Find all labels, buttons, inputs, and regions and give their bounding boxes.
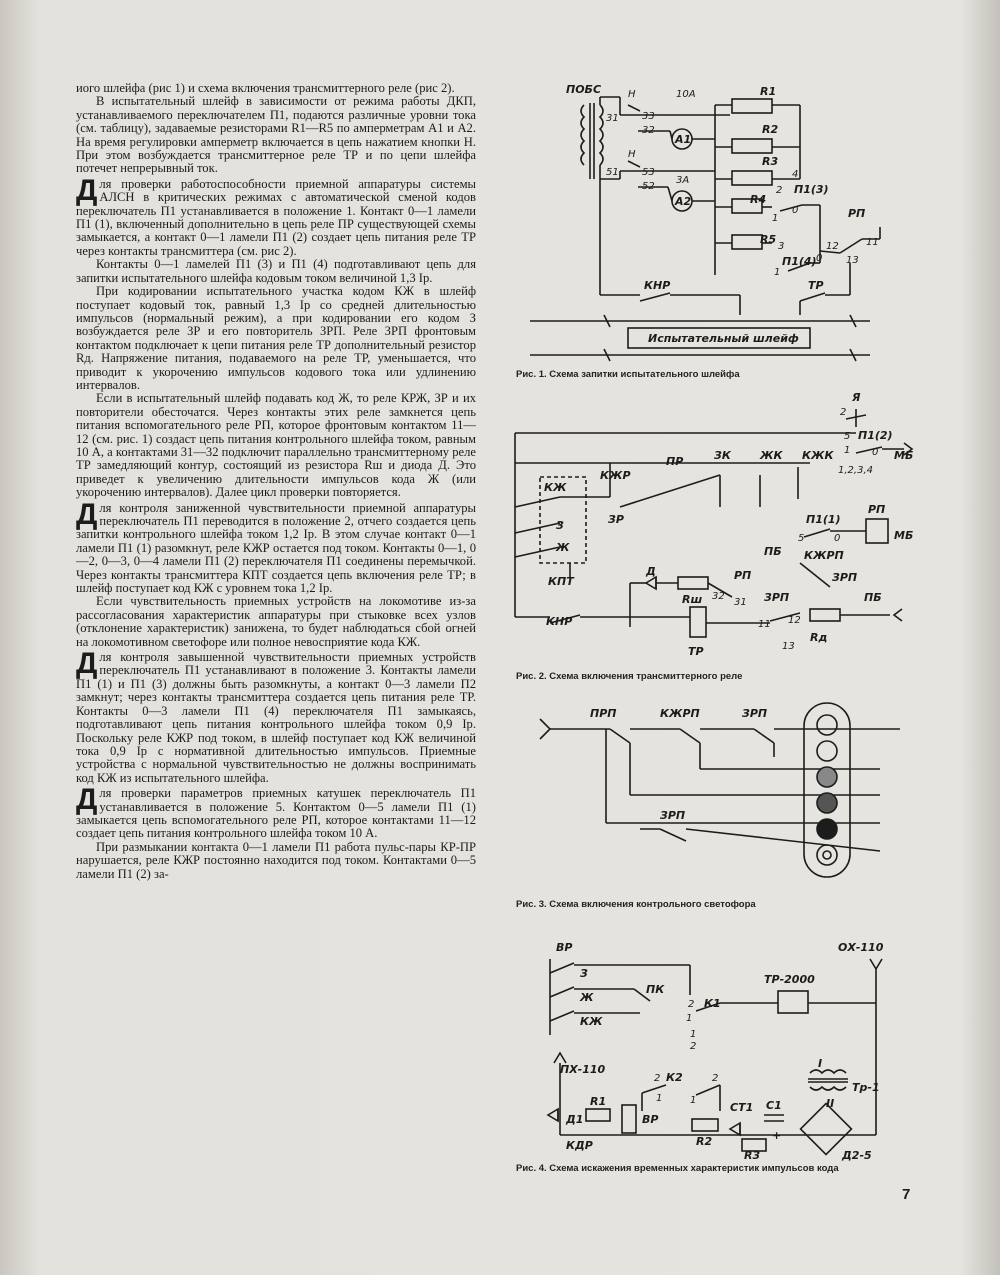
svg-text:ПК: ПК (646, 983, 665, 996)
svg-text:ЗРП: ЗРП (832, 571, 858, 584)
svg-text:КНР: КНР (546, 615, 573, 628)
svg-text:ЖК: ЖК (760, 449, 783, 462)
page-number: 7 (902, 1186, 911, 1203)
svg-text:СТ1: СТ1 (730, 1101, 754, 1114)
svg-text:К1: К1 (704, 997, 721, 1010)
svg-text:1: 1 (772, 213, 779, 224)
svg-text:КПТ: КПТ (548, 575, 574, 588)
svg-text:КЖ: КЖ (544, 481, 567, 494)
svg-text:1: 1 (686, 1013, 693, 1024)
svg-text:МБ: МБ (894, 529, 914, 542)
svg-text:Ж: Ж (580, 991, 594, 1004)
svg-text:1: 1 (844, 445, 851, 456)
svg-text:ПР: ПР (666, 455, 684, 468)
figure-4-caption: Рис. 4. Схема искажения временных характеристик импульсов кода (516, 1163, 839, 1174)
article-text-column (76, 82, 476, 881)
svg-text:10А: 10А (676, 89, 696, 100)
svg-text:ПХ-110: ПХ-110 (560, 1063, 606, 1076)
figure-4 (510, 925, 930, 1174)
svg-text:R2: R2 (762, 123, 779, 136)
paragraph: Для проверки работоспособности приемной аппаратуры системы АЛСН в критических режимах с автоматической сменой кодов переключатель П1 устанавливается в положение 1. Контакт 0—1 ламели П1 (1), включенный дополнительно в цепь реле ПР существующей схемы замыкается, а контакт 0—1 ламели П1 (2) создает цепь питания реле ТР через контакты трансмиттера (см. рис 2). (76, 173, 476, 258)
figure-3 (510, 695, 930, 910)
svg-text:МБ: МБ (894, 449, 914, 462)
figure-1-caption: Рис. 1. Схема запитки испытательного шлейфа (516, 369, 740, 380)
svg-text:R1: R1 (590, 1095, 607, 1108)
svg-text:0: 0 (834, 533, 841, 544)
svg-text:5: 5 (844, 431, 851, 442)
svg-text:Н: Н (628, 149, 636, 160)
svg-text:R2: R2 (696, 1135, 713, 1148)
paragraph: Если чувствительность приемных устройств на локомотиве из-за рассогласования характеристик аппаратуры при стыковке всех узлов (отклонение характеристик) занижена, то будет наблюдаться сбой огней на локомотивном светофоре или полное невосприятие кода КЖ. (76, 594, 476, 649)
svg-text:ПБ: ПБ (864, 591, 882, 604)
svg-text:ЗРП: ЗРП (764, 591, 790, 604)
svg-text:12: 12 (826, 241, 839, 252)
drop-cap: Д (76, 783, 98, 817)
svg-text:РП: РП (848, 207, 866, 220)
svg-text:КЖК: КЖК (802, 449, 834, 462)
svg-text:R1: R1 (760, 85, 777, 98)
svg-text:1: 1 (690, 1095, 697, 1106)
svg-text:З: З (580, 967, 588, 980)
paragraph: При кодировании испытательного участка кодом КЖ в шлейф поступает кодовый ток, равный 1,3 Iр со средней длительностью импульсов (нормальный режим), а при кодировании его кодом З возбуждается реле ЗР и его повторитель ЗРП. Реле ЗРП фронтовым контактом подключает к цепи питания реле ТР дополнительный резистор Rд. Напряжение питания, подаваемого на реле ТР, уменьшается, что приводит к укорочению импульсов кодового тока или удлинению интервалов. (76, 284, 476, 392)
svg-text:З: З (556, 519, 564, 532)
svg-text:ЗРП: ЗРП (660, 809, 686, 822)
svg-text:А2: А2 (675, 195, 692, 208)
svg-text:12: 12 (788, 615, 801, 626)
svg-text:ТР: ТР (808, 279, 824, 292)
svg-text:11: 11 (866, 237, 879, 248)
svg-text:5: 5 (798, 533, 805, 544)
svg-text:2: 2 (654, 1073, 661, 1084)
svg-text:ЗРП: ЗРП (742, 707, 768, 720)
svg-text:31: 31 (606, 113, 619, 124)
svg-text:2: 2 (712, 1073, 719, 1084)
svg-text:ПРП: ПРП (590, 707, 617, 720)
svg-text:0: 0 (792, 205, 799, 216)
svg-text:1,2,3,4: 1,2,3,4 (838, 465, 873, 476)
svg-text:13: 13 (846, 255, 859, 266)
svg-text:Д2-5: Д2-5 (842, 1149, 872, 1161)
svg-text:Н: Н (628, 89, 636, 100)
svg-text:П1(1): П1(1) (806, 513, 841, 526)
svg-text:+: + (772, 1129, 782, 1142)
svg-text:53: 53 (642, 167, 655, 178)
svg-text:31: 31 (734, 597, 747, 608)
svg-text:КДР: КДР (566, 1139, 593, 1152)
svg-text:Д: Д (646, 565, 656, 578)
svg-text:КЖР: КЖР (600, 469, 631, 482)
svg-text:Rд: Rд (810, 631, 828, 644)
svg-text:R3: R3 (762, 155, 779, 168)
svg-text:R4: R4 (750, 193, 767, 206)
svg-text:32: 32 (712, 591, 725, 602)
svg-text:51: 51 (606, 167, 619, 178)
svg-text:I: I (818, 1057, 823, 1070)
svg-text:ТР-2000: ТР-2000 (764, 973, 815, 986)
svg-text:II: II (826, 1097, 835, 1110)
svg-text:13: 13 (782, 641, 795, 652)
svg-text:С1: С1 (766, 1099, 782, 1112)
drop-cap: Д (76, 173, 98, 207)
svg-text:КНР: КНР (644, 279, 671, 292)
svg-text:1: 1 (656, 1093, 663, 1104)
svg-text:ВР: ВР (556, 941, 573, 954)
paragraph: Для проверки параметров приемных катушек переключатель П1 устанавливается в положение 5. Контактом 0—5 ламели П1 (1) замыкается цепь вспомогательного реле РП, которое контактами 11—12 создает цепь питания контрольного шлейфа током 10 А. (76, 783, 476, 841)
paragraph: иого шлейфа (рис 1) и схема включения трансмиттерного реле (рис 2). (76, 81, 455, 95)
svg-text:0: 0 (816, 253, 823, 264)
figure-3-caption: Рис. 3. Схема включения контрольного светофора (516, 899, 756, 910)
svg-text:ВР: ВР (642, 1113, 659, 1126)
svg-text:ПБ: ПБ (764, 545, 782, 558)
svg-text:Д1: Д1 (566, 1113, 584, 1126)
paragraph: Для контроля завышенной чувствительности приемных устройств переключатель П1 устанавливают в положение 3. Контакты ламели П1 (1) и П1 (3) должны быть разомкнуты, а контакт 0—3 ламели П2 замкнут; через контакты трансмиттера создается цепь питания реле ТР. Контакты 0—3 ламели П1 (4) переключателя П1 замыкаясь, подготавливают цепь питания контрольного шлейфа током 0,9 Iр. Поскольку реле КЖР под током, в шлейф поступает код КЖ величиной тока 0,9 Iр с нормативной длительностью импульсов. Приемные устройства с нормальной чувствительностью не должны воспринимать код КЖ из испытательного шлейфа. (76, 647, 476, 785)
svg-text:1: 1 (774, 267, 781, 278)
svg-text:Ж: Ж (556, 541, 570, 554)
svg-text:32: 32 (642, 125, 655, 136)
figure-2 (510, 387, 930, 682)
svg-text:ПОБС: ПОБС (566, 83, 602, 96)
svg-text:ЗР: ЗР (608, 513, 624, 526)
svg-text:Я: Я (852, 391, 861, 404)
svg-text:ОХ-110: ОХ-110 (838, 941, 884, 954)
svg-text:R5: R5 (760, 233, 777, 246)
svg-text:2: 2 (776, 185, 783, 196)
paragraph: Контакты 0—1 ламелей П1 (3) и П1 (4) подготавливают цепь для запитки испытательного шлейфа кодовым током величиной 1,3 Iр. (76, 257, 476, 285)
svg-text:0: 0 (872, 447, 879, 458)
figure-2-caption: Рис. 2. Схема включения трансмиттерного реле (516, 671, 743, 682)
figure-2-schematic (510, 387, 930, 669)
svg-text:3А: 3А (676, 175, 690, 186)
svg-text:Rш: Rш (682, 593, 703, 606)
figure-1 (510, 75, 930, 380)
svg-text:П1(2): П1(2) (858, 429, 893, 442)
paragraph: Если в испытательный шлейф подавать код Ж, то реле КРЖ, ЗР и их повторители обесточатся. Через контакты этих реле замкнется цепь питания вспомогательного реле РП, которое фронтовым контактом 11—12 (см. рис. 1) создаст цепь питания контрольного шлейфа током, равным 10 А, а контактами 31—32 подключит параллельно трансмиттерному реле ТР замедляющий контур, состоящий из резистора Rш и диода Д. Это приведет к увеличению длительности импульсов кода Ж (или укорочению интервалов). Далее цикл проверки повторяется. (76, 391, 476, 500)
svg-text:К2: К2 (666, 1071, 683, 1084)
svg-text:КЖ: КЖ (580, 1015, 603, 1028)
svg-text:2: 2 (840, 407, 847, 418)
svg-text:4: 4 (792, 169, 799, 180)
svg-text:РП: РП (734, 569, 752, 582)
svg-text:ЗК: ЗК (714, 449, 731, 462)
svg-text:Испытательный шлейф: Испытательный шлейф (648, 332, 799, 345)
svg-text:3: 3 (778, 241, 785, 252)
svg-text:КЖРП: КЖРП (804, 549, 844, 562)
svg-text:А1: А1 (675, 133, 692, 146)
figure-4-schematic (510, 925, 930, 1161)
svg-text:ТР: ТР (688, 645, 704, 658)
svg-text:2: 2 (688, 999, 695, 1010)
figure-1-schematic (510, 75, 930, 367)
svg-text:R3: R3 (744, 1149, 761, 1161)
svg-text:П1(4): П1(4) (782, 255, 817, 268)
paragraph: Для контроля заниженной чувствительности приемной аппаратуры переключатель П1 переводится в положение 2, отчего создается цепь запитки контрольного шлейфа током 1,2 Iр. В этом случае контакт 0—1 ламели П1 (1) разомкнут, реле КЖР остается под током. Контакты 0—1, 0—2, 0—3, 0—4 ламели П1 (2) переключателя П1 соединены перемычкой. Через контакты трансмиттера КПТ создается цепь включения реле ТР; в шлейф поступает код КЖ с уровнем тока 1,2 Iр. (76, 497, 476, 596)
paragraph: При размыкании контакта 0—1 ламели П1 работа пульс-пары КР-ПР нарушается, реле КЖР постоянно находится под током. Контактами 0—5 ламели П1 (2) за- (76, 839, 476, 881)
svg-text:52: 52 (642, 181, 655, 192)
svg-text:Тр-1: Тр-1 (852, 1081, 880, 1094)
figure-3-schematic (510, 695, 930, 897)
drop-cap: Д (76, 647, 98, 681)
svg-text:33: 33 (642, 111, 655, 122)
svg-text:2: 2 (690, 1041, 697, 1052)
svg-text:1: 1 (690, 1029, 697, 1040)
svg-text:П1(3): П1(3) (794, 183, 829, 196)
paragraph: В испытательный шлейф в зависимости от режима работы ДКП, устанавливаемого переключателем П1, подаются различные уровни тока (см. таблицу), задаваемые резисторами R1—R5 по амперметрам А1 и А2. На время регулировки амперметр включается в цепь нажатием кнопки Н. При этом возбуждается трансмиттерное реле ТР и по цепи шлейфа потечет непрерывный ток. (76, 94, 476, 176)
drop-cap: Д (76, 497, 98, 531)
svg-text:КЖРП: КЖРП (660, 707, 700, 720)
svg-text:11: 11 (758, 619, 771, 630)
svg-text:РП: РП (868, 503, 886, 516)
